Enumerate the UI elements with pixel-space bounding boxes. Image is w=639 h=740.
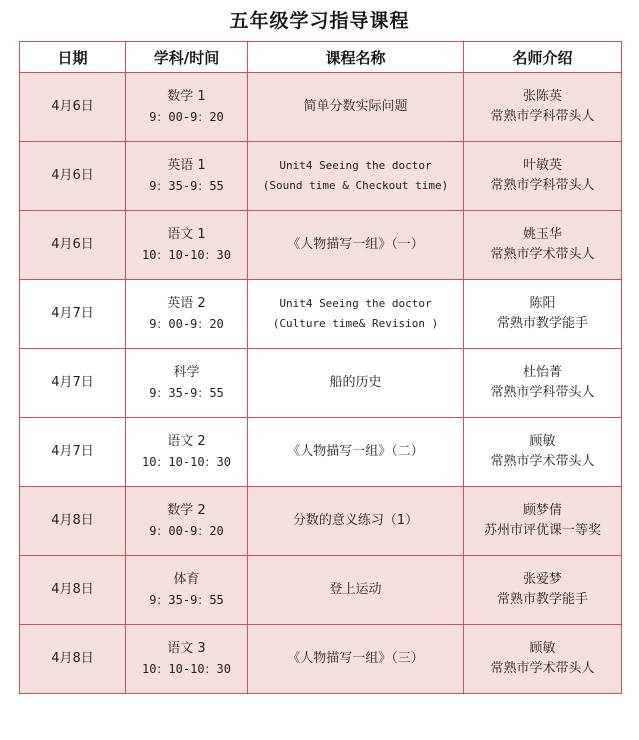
time-text: 9：00-9：20 <box>149 317 224 331</box>
course-name-line1: Unit4 Seeing the doctor <box>279 159 432 172</box>
teacher-name: 顾梦倩 <box>522 503 562 518</box>
course-name-line1: 《人物描写一组》（一） <box>287 237 424 252</box>
teacher-cell <box>464 349 622 418</box>
teacher-title: 常熟市教学能手 <box>496 592 588 607</box>
time-text: 10：10-10：30 <box>141 662 232 676</box>
subject-time-cell <box>126 280 248 349</box>
time-text: 9：35-9：55 <box>149 179 224 193</box>
date-text: 4月8日 <box>51 651 94 666</box>
table-row <box>20 142 622 211</box>
subject-text: 语文 2 <box>167 434 206 449</box>
date-cell <box>20 211 126 280</box>
header-course-name: 课程名称 <box>248 42 464 73</box>
date-text: 4月8日 <box>51 513 94 528</box>
teacher-cell <box>464 280 622 349</box>
subject-text: 数学 2 <box>167 503 206 518</box>
subject-time-cell <box>126 142 248 211</box>
teacher-cell <box>464 418 622 487</box>
subject-time-cell <box>126 211 248 280</box>
teacher-title: 常熟市学术带头人 <box>490 247 595 262</box>
table-row <box>20 487 622 556</box>
date-text: 4月7日 <box>51 306 94 321</box>
subject-text: 语文 3 <box>167 641 206 656</box>
page-title: 五年级学习指导课程 <box>229 10 410 32</box>
subject-time-cell <box>126 73 248 142</box>
teacher-title: 常熟市学科带头人 <box>490 385 595 400</box>
teacher-name: 杜怡菁 <box>522 365 562 380</box>
table-row <box>20 280 622 349</box>
teacher-title: 常熟市教学能手 <box>496 316 588 331</box>
teacher-title: 常熟市学科带头人 <box>490 178 595 193</box>
time-text: 9：35-9：55 <box>149 593 224 607</box>
teacher-name: 顾敏 <box>529 434 556 449</box>
teacher-cell <box>464 625 622 694</box>
date-text: 4月7日 <box>51 375 94 390</box>
time-text: 10：10-10：30 <box>141 455 232 469</box>
schedule-table <box>19 41 622 694</box>
subject-time-cell <box>126 487 248 556</box>
subject-time-cell <box>126 556 248 625</box>
teacher-name: 张陈英 <box>522 89 562 104</box>
teacher-name: 顾敏 <box>529 641 556 656</box>
time-text: 10：10-10：30 <box>141 248 232 262</box>
subject-text: 语文 1 <box>167 227 206 242</box>
time-text: 9：00-9：20 <box>149 524 224 538</box>
course-name-line1: 简单分数实际问题 <box>303 99 408 114</box>
date-text: 4月6日 <box>51 168 94 183</box>
header-teacher-intro: 名师介绍 <box>464 42 622 73</box>
course-name-line2: (Sound time & Checkout time) <box>262 179 449 192</box>
header-subject-time: 学科/时间 <box>126 42 248 73</box>
teacher-cell <box>464 487 622 556</box>
subject-text: 体育 <box>173 572 200 587</box>
course-cell <box>248 418 464 487</box>
date-cell <box>20 73 126 142</box>
teacher-title: 常熟市学术带头人 <box>490 454 595 469</box>
subject-text: 英语 1 <box>167 158 206 173</box>
teacher-name: 张爱梦 <box>522 572 562 587</box>
date-text: 4月7日 <box>51 444 94 459</box>
course-name-line2: (Culture time& Revision ) <box>272 317 439 330</box>
date-text: 4月8日 <box>51 582 94 597</box>
table-row <box>20 349 622 418</box>
table-row <box>20 211 622 280</box>
table-row <box>20 73 622 142</box>
teacher-cell <box>464 556 622 625</box>
subject-time-cell <box>126 625 248 694</box>
teacher-cell <box>464 73 622 142</box>
course-cell <box>248 349 464 418</box>
teacher-name: 陈阳 <box>529 296 556 311</box>
course-cell <box>248 625 464 694</box>
course-name-line1: 船的历史 <box>329 375 382 390</box>
teacher-cell <box>464 211 622 280</box>
table-row <box>20 556 622 625</box>
header-row <box>20 42 622 73</box>
date-text: 4月6日 <box>51 99 94 114</box>
date-cell <box>20 625 126 694</box>
table-row <box>20 625 622 694</box>
teacher-title: 常熟市学科带头人 <box>490 109 595 124</box>
course-cell <box>248 142 464 211</box>
subject-text: 英语 2 <box>167 296 206 311</box>
course-name-line1: Unit4 Seeing the doctor <box>279 297 432 310</box>
teacher-title: 常熟市学术带头人 <box>490 661 595 676</box>
date-cell <box>20 556 126 625</box>
teacher-title: 苏州市评优课一等奖 <box>483 523 601 538</box>
course-cell <box>248 556 464 625</box>
time-text: 9：35-9：55 <box>149 386 224 400</box>
date-text: 4月6日 <box>51 237 94 252</box>
date-cell <box>20 487 126 556</box>
subject-text: 数学 1 <box>167 89 206 104</box>
date-cell <box>20 418 126 487</box>
subject-time-cell <box>126 349 248 418</box>
date-cell <box>20 280 126 349</box>
time-text: 9：00-9：20 <box>149 110 224 124</box>
course-cell <box>248 280 464 349</box>
course-name-line1: 登上运动 <box>329 582 382 597</box>
course-cell <box>248 73 464 142</box>
course-name-line1: 《人物描写一组》（二） <box>287 444 424 459</box>
table-row <box>20 418 622 487</box>
teacher-name: 姚玉华 <box>522 227 562 242</box>
course-cell <box>248 211 464 280</box>
course-cell <box>248 487 464 556</box>
course-name-line1: 分数的意义练习（1） <box>292 513 419 528</box>
teacher-name: 叶敏英 <box>522 158 562 173</box>
date-cell <box>20 142 126 211</box>
subject-text: 科学 <box>173 365 200 380</box>
header-date: 日期 <box>20 42 126 73</box>
date-cell <box>20 349 126 418</box>
subject-time-cell <box>126 418 248 487</box>
course-name-line1: 《人物描写一组》（三） <box>287 651 424 666</box>
teacher-cell <box>464 142 622 211</box>
